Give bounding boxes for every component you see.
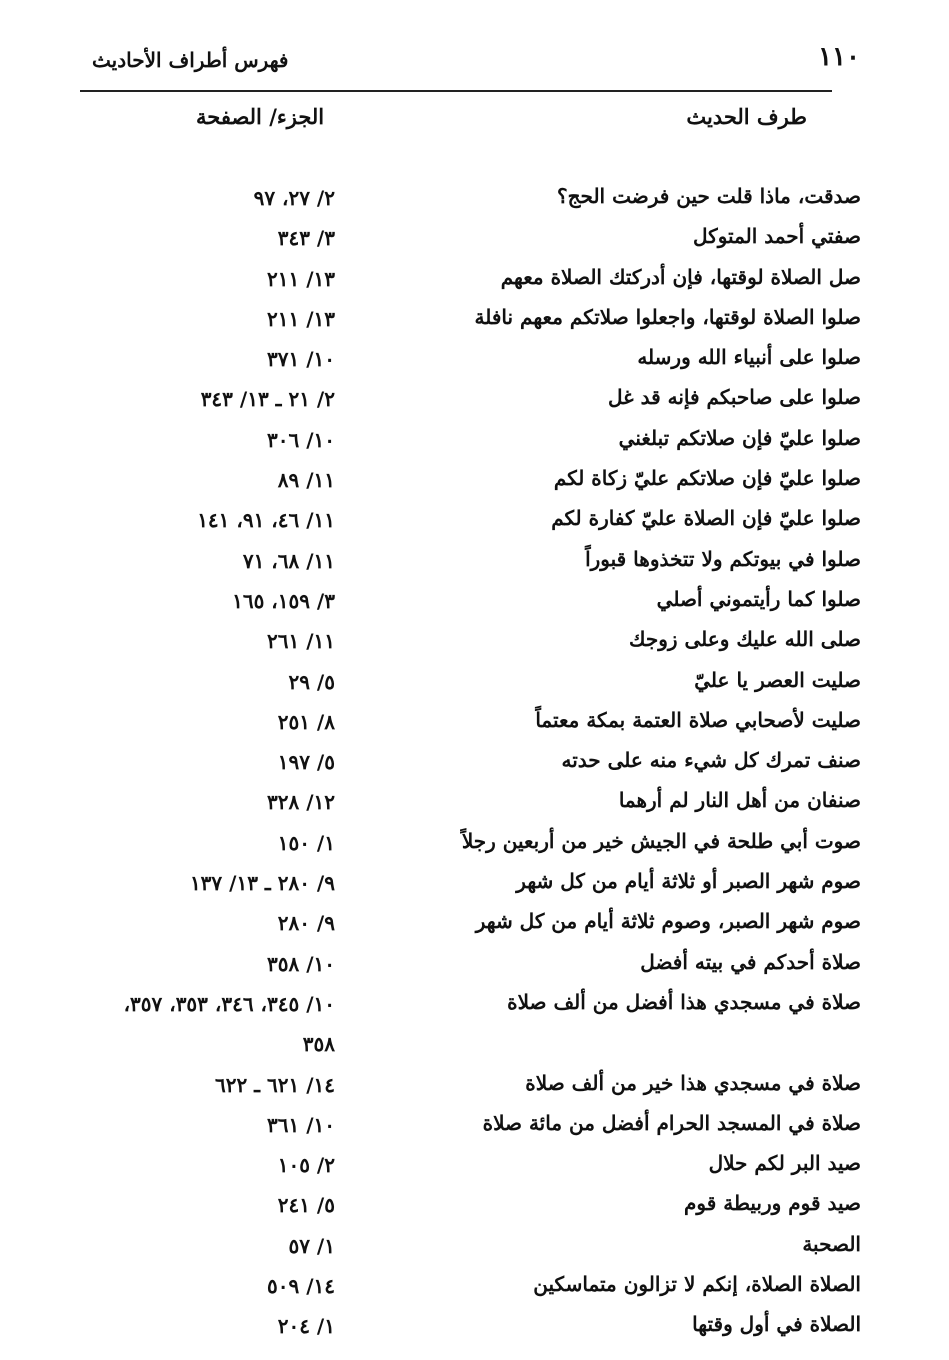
- volume-page-reference: ٢/ ٢١ ـ ١٣/ ٣٤٣: [200, 387, 335, 412]
- hadith-text: صنف تمرك كل شيء منه على حدته: [561, 748, 861, 773]
- list-item: [0, 502, 949, 542]
- hadith-text: صيد البر لكم حلال: [708, 1151, 861, 1176]
- list-item: [0, 180, 949, 220]
- list-item: [0, 744, 949, 784]
- hadith-text: صلوا كما رأيتموني أصلي: [656, 586, 861, 611]
- list-item: [0, 1187, 949, 1227]
- list-item: [0, 1107, 949, 1147]
- hadith-text: صليت لأصحابي صلاة العتمة بمكة معتماً: [535, 707, 861, 732]
- list-item: [0, 623, 949, 663]
- hadith-text: صفتي أحمد المتوكل: [693, 224, 861, 249]
- hadith-text: صلوا في بيوتكم ولا تتخذوها قبوراً: [585, 546, 861, 571]
- volume-page-reference: ١/ ٢٠٤: [277, 1314, 335, 1339]
- list-item: [0, 1308, 949, 1348]
- list-item: [0, 825, 949, 865]
- hadith-text: صوم شهر الصبر أو ثلاثة أيام من كل شهر: [516, 869, 861, 894]
- list-item: [0, 986, 949, 1067]
- hadith-text: صلوا على صاحبكم فإنه قد غل: [608, 385, 861, 410]
- hadith-text: صوت أبي طلحة في الجيش خير من أربعين رجلاً: [461, 828, 861, 853]
- volume-page-reference: ١٣/ ٢١١: [267, 306, 335, 331]
- list-item: [0, 704, 949, 744]
- hadith-text: صلوا عليّ فإن الصلاة عليّ كفارة لكم: [551, 506, 861, 531]
- list-item: [0, 543, 949, 583]
- list-item: [0, 1067, 949, 1107]
- list-item: [0, 905, 949, 945]
- volume-page-reference: ٣/ ٣٤٣: [277, 226, 335, 251]
- volume-page-reference: ٢/ ٢٧، ٩٧: [253, 186, 335, 210]
- page-header: [80, 36, 860, 86]
- list-item: [0, 261, 949, 301]
- volume-page-reference: ٩/ ٢٨٠ ـ ١٣/ ١٣٧: [189, 871, 335, 896]
- hadith-text: صدقت، ماذا قلت حين فرضت الحج؟: [557, 184, 861, 208]
- volume-page-reference: ٥/ ٢٩: [288, 669, 335, 694]
- hadith-text: صلاة في مسجدي هذا أفضل من ألف صلاة: [507, 989, 861, 1014]
- list-item: [0, 462, 949, 502]
- volume-page-reference: ١٢/ ٣٢٨: [267, 790, 335, 815]
- hadith-text: الصحبة: [802, 1231, 861, 1256]
- volume-page-reference: ١٤/ ٥٠٩: [267, 1274, 335, 1299]
- hadith-text: صلوا عليّ فإن صلاتكم تبلغني: [618, 425, 861, 450]
- volume-page-reference: ١/ ٥٧: [288, 1233, 335, 1258]
- hadith-text: صوم شهر الصبر، وصوم ثلاثة أيام من كل شهر: [475, 909, 861, 934]
- running-title: فهرس أطراف الأحاديث: [92, 48, 289, 72]
- hadith-text: صلى الله عليك وعلى زوجك: [629, 627, 861, 652]
- index-list: [0, 180, 949, 1349]
- hadith-text: صل الصلاة لوقتها، فإن أدركتك الصلاة معهم: [500, 264, 861, 289]
- column-header-hadith: طرف الحديث: [686, 104, 807, 129]
- list-item: [0, 422, 949, 462]
- volume-page-reference: ١١/ ٤٦، ٩١، ١٤١: [197, 508, 335, 533]
- list-item: [0, 1147, 949, 1187]
- volume-page-reference: ١/ ١٥٠: [277, 830, 335, 855]
- hadith-text: الصلاة الصلاة، إنكم لا تزالون متماسكين: [533, 1272, 861, 1297]
- list-item: [0, 301, 949, 341]
- page-number: ١١٠: [818, 42, 860, 72]
- list-item: [0, 865, 949, 905]
- volume-page-reference: ١١/ ٨٩: [277, 468, 335, 493]
- hadith-text: صيد قوم وربيطة قوم: [683, 1191, 861, 1216]
- volume-page-reference: ١٠/ ٣٠٦: [267, 427, 335, 452]
- list-item: [0, 341, 949, 381]
- volume-page-reference: ٥/ ٢٤١: [277, 1193, 335, 1218]
- volume-page-reference: ٨/ ٢٥١: [277, 709, 335, 734]
- hadith-text: صلوا عليّ فإن صلاتكم عليّ زكاة لكم: [553, 466, 861, 491]
- hadith-text: صلوا الصلاة لوقتها، واجعلوا صلاتكم معهم نافلة: [474, 304, 861, 329]
- volume-page-reference: ٥/ ١٩٧: [277, 750, 335, 775]
- hadith-text: صنفان من أهل النار لم أرهما: [618, 788, 861, 813]
- list-item: [0, 1228, 949, 1268]
- volume-page-reference: ١١/ ٢٦١: [267, 629, 335, 654]
- hadith-text: صلاة في المسجد الحرام أفضل من مائة صلاة: [482, 1110, 861, 1135]
- list-item: [0, 946, 949, 986]
- list-item: [0, 784, 949, 824]
- hadith-text: صلاة أحدكم في بيته أفضل: [640, 949, 861, 974]
- volume-page-reference: ١٣/ ٢١١: [267, 266, 335, 291]
- volume-page-reference: ٢/ ١٠٥: [277, 1153, 335, 1178]
- volume-page-reference: ٩/ ٢٨٠: [277, 911, 335, 936]
- volume-page-reference: ١٠/ ٣٤٥، ٣٤٦، ٣٥٣، ٣٥٧، ٣٥٨: [123, 991, 335, 1056]
- volume-page-reference: ١٠/ ٣٦١: [267, 1112, 335, 1137]
- list-item: [0, 220, 949, 260]
- hadith-text: الصلاة في أول وقتها: [692, 1312, 861, 1337]
- volume-page-reference: ١١/ ٦٨، ٧١: [242, 548, 335, 573]
- hadith-text: صليت العصر يا عليّ: [694, 667, 861, 692]
- column-header-reference: الجزء/ الصفحة: [196, 104, 325, 129]
- list-item: [0, 664, 949, 704]
- volume-page-reference: ١٠/ ٣٧١: [267, 347, 335, 372]
- list-item: [0, 583, 949, 623]
- header-rule: [80, 90, 832, 92]
- volume-page-reference: ١٤/ ٦٢١ ـ ٦٢٢: [214, 1072, 335, 1097]
- list-item: [0, 1268, 949, 1308]
- hadith-text: صلاة في مسجدي هذا خير من ألف صلاة: [525, 1070, 861, 1095]
- volume-page-reference: ١٠/ ٣٥٨: [267, 951, 335, 976]
- list-item: [0, 381, 949, 421]
- hadith-text: صلوا على أنبياء الله ورسله: [637, 345, 861, 370]
- volume-page-reference: ٣/ ١٥٩، ١٦٥: [232, 588, 335, 613]
